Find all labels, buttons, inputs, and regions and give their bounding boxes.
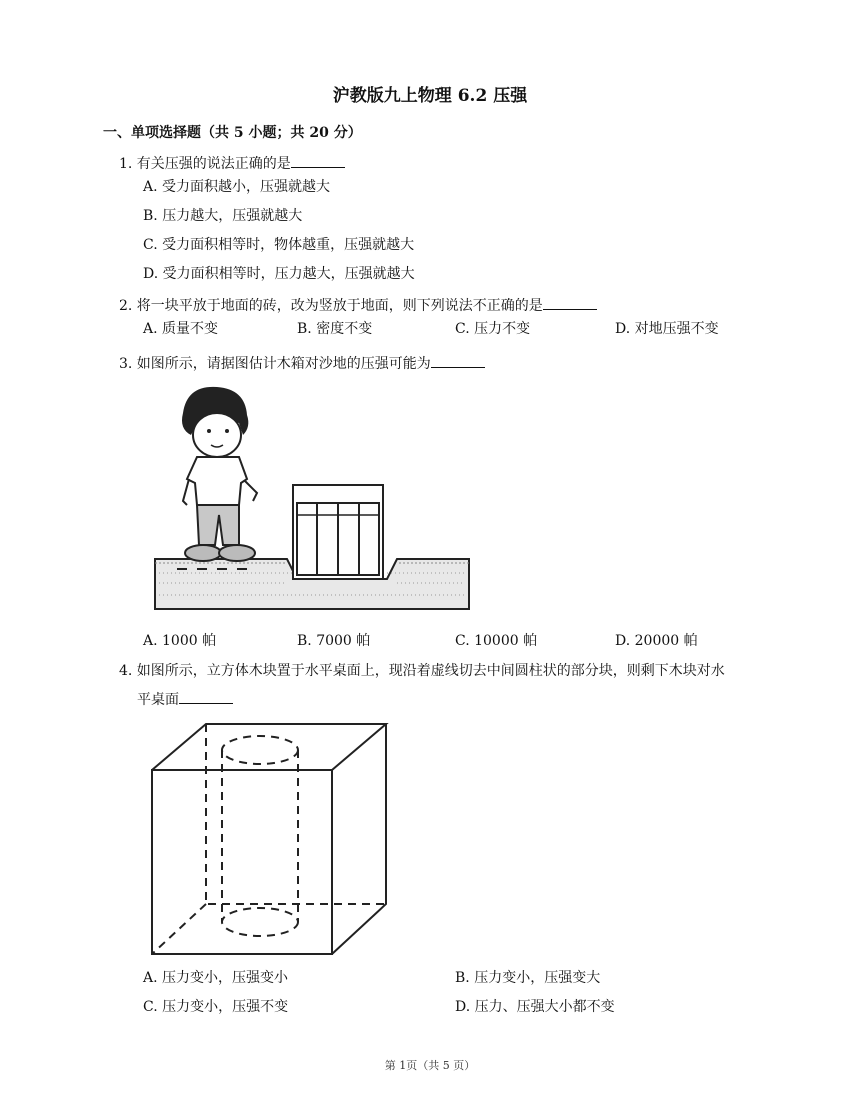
question-1-stem: 1. 有关压强的说法正确的是	[119, 153, 345, 174]
page-footer: 第 1页（共 5 页）	[384, 1059, 476, 1072]
answer-blank	[543, 295, 597, 310]
question-2-option-b: B. 密度不变	[297, 321, 373, 337]
question-3-option-c: C. 10000 帕	[455, 633, 538, 649]
boy-and-crate-figure	[147, 383, 477, 623]
question-3-option-d: D. 20000 帕	[615, 633, 698, 649]
question-4-option-d: D. 压力、压强大小都不变	[455, 999, 615, 1015]
answer-blank	[179, 689, 233, 704]
question-3-option-b: B. 7000 帕	[297, 633, 371, 649]
question-4-option-a: A. 压力变小，压强变小	[143, 970, 289, 986]
question-3-option-a: A. 1000 帕	[143, 633, 217, 649]
question-2-stem: 2. 将一块平放于地面的砖，改为竖放于地面，则下列说法不正确的是	[119, 295, 597, 316]
question-4-option-b: B. 压力变小，压强变大	[455, 970, 601, 986]
question-1-option-d: D. 受力面积相等时，压力越大，压强就越大	[143, 266, 415, 282]
page-title: 沪教版九上物理 6.2 压强	[332, 86, 528, 106]
question-4-stem-line-1: 4. 如图所示，立方体木块置于水平桌面上，现沿着虚线切去中间圆柱状的部分块，则剩下木块对水	[119, 663, 725, 679]
answer-blank	[291, 153, 345, 168]
question-1-option-b: B. 压力越大，压强就越大	[143, 208, 303, 224]
question-1-option-c: C. 受力面积相等时，物体越重，压强就越大	[143, 237, 415, 253]
question-4-option-c: C. 压力变小，压强不变	[143, 999, 289, 1015]
cube-with-cylinder-figure	[146, 718, 396, 962]
answer-blank	[431, 353, 485, 368]
question-1-option-a: A. 受力面积越小，压强就越大	[143, 179, 331, 195]
question-3-stem: 3. 如图所示，请据图估计木箱对沙地的压强可能为	[119, 353, 485, 374]
question-2-option-c: C. 压力不变	[455, 321, 531, 337]
question-2-option-a: A. 质量不变	[143, 321, 219, 337]
section-heading: 一、单项选择题（共 5 小题；共 20 分）	[103, 125, 362, 141]
question-4-stem-line-2: 平桌面	[137, 689, 233, 710]
question-2-option-d: D. 对地压强不变	[615, 321, 719, 337]
